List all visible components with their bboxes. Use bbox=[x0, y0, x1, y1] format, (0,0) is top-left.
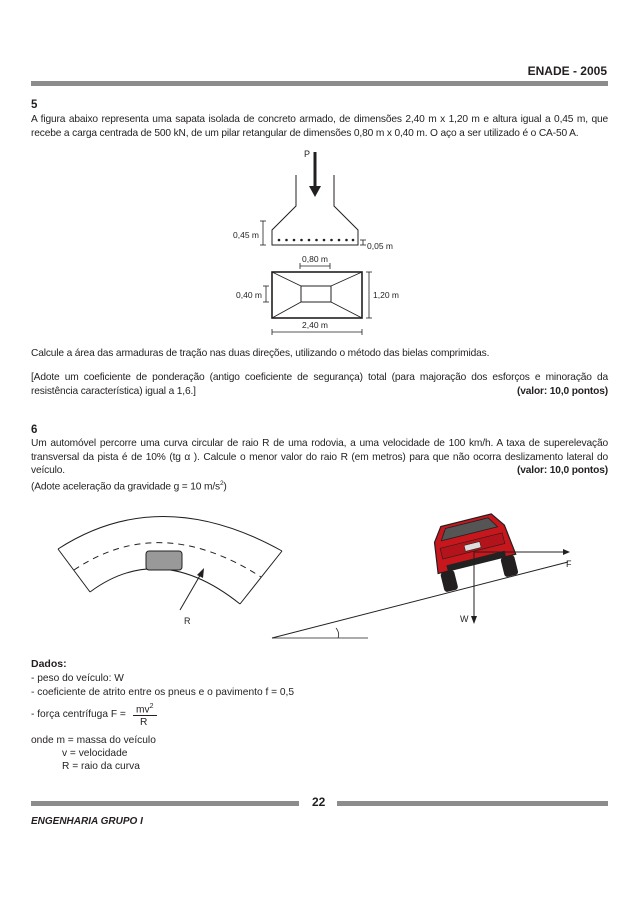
gravity-suffix: ) bbox=[223, 481, 227, 493]
height-label: 0,45 m bbox=[233, 230, 259, 240]
footing-length-label: 2,40 m bbox=[302, 320, 328, 330]
superelevation-figure bbox=[265, 510, 585, 640]
data-heading: Dados: bbox=[31, 658, 67, 670]
pillar-depth-label: 0,40 m bbox=[236, 290, 262, 300]
question-5-number: 5 bbox=[31, 99, 38, 111]
gravity-note bbox=[31, 477, 227, 494]
data-centrifugal-prefix: - força centrífuga F = bbox=[31, 709, 126, 720]
alpha-angle-arc bbox=[336, 628, 339, 638]
formula-denominator: R bbox=[140, 717, 148, 728]
question-6-number: 6 bbox=[31, 424, 38, 436]
question-5-value: (valor: 10,0 pontos) bbox=[517, 385, 608, 397]
car-top-view bbox=[146, 551, 182, 570]
question-6-statement bbox=[31, 437, 608, 478]
force-f-label: F bbox=[566, 559, 572, 569]
exam-title: ENADE - 2005 bbox=[527, 64, 607, 78]
question-6-value: (valor: 10,0 pontos) bbox=[517, 465, 608, 476]
footing-width-label: 1,20 m bbox=[373, 290, 399, 300]
question-5-note bbox=[31, 371, 608, 398]
page-number: 22 bbox=[312, 795, 326, 809]
rebar-dots bbox=[278, 239, 355, 242]
course-name: ENGENHARIA GRUPO I bbox=[31, 816, 143, 827]
gravity-sup: 2 bbox=[219, 480, 224, 487]
question-5-note-text: [Adote um coeficiente de ponderação (antigo coeficiente de segurança) total (para majoração dos esforços e minoração da resistência característica) igual a 1,6.] bbox=[31, 372, 608, 397]
pillar-plan bbox=[301, 286, 331, 302]
load-label: P bbox=[304, 149, 311, 159]
data-where-r: R = raio da curva bbox=[62, 761, 140, 772]
data-weight: - peso do veículo: W bbox=[31, 673, 124, 684]
question-5-statement: A figura abaixo representa uma sapata isolada de concreto armado, de dimensões 2,40 m x 1,20 m e altura igual a 0,45 m, que recebe a carga centrada de 500 kN, de um pilar retangular de dimensões 0,80 m x 0,40 m. O aço a ser utilizado é o CA-50 A. bbox=[31, 114, 608, 139]
data-where-v: v = velocidade bbox=[62, 748, 128, 759]
question-6-text: Um automóvel percorre uma curva circular de raio R de uma rodovia, a uma velocidade de 100 km/h. A taxa de superelevação transversal da pista é de 10% (tg α ). Calcule o menor valor do raio R (em metros) para que não ocorra deslizamento lateral do veículo. bbox=[31, 438, 608, 476]
cover-label: 0,05 m bbox=[367, 241, 393, 251]
radius-label: R bbox=[184, 616, 191, 626]
formula-numerator-text: mv bbox=[136, 704, 150, 716]
road-slope bbox=[272, 562, 568, 638]
data-where-m: onde m = massa do veículo bbox=[31, 735, 156, 746]
weight-label: W bbox=[460, 614, 469, 624]
footer-rule-right bbox=[337, 801, 608, 806]
road-inner-edge bbox=[90, 569, 240, 604]
gravity-prefix: (Adote aceleração da gravidade g = 10 m/s bbox=[31, 481, 220, 493]
header-rule bbox=[31, 81, 608, 86]
question-5-task: Calcule a área das armaduras de tração nas duas direções, utilizando o método das bielas comprimidas. bbox=[31, 348, 490, 359]
pillar-width-label: 0,80 m bbox=[302, 254, 328, 264]
road-outer-edge bbox=[58, 516, 282, 551]
formula-sup: 2 bbox=[149, 703, 154, 710]
road-curve-figure bbox=[50, 500, 300, 640]
footing-figure bbox=[225, 140, 415, 340]
footer-rule-left bbox=[31, 801, 299, 806]
data-friction: - coeficiente de atrito entre os pneus e o pavimento f = 0,5 bbox=[31, 687, 295, 698]
